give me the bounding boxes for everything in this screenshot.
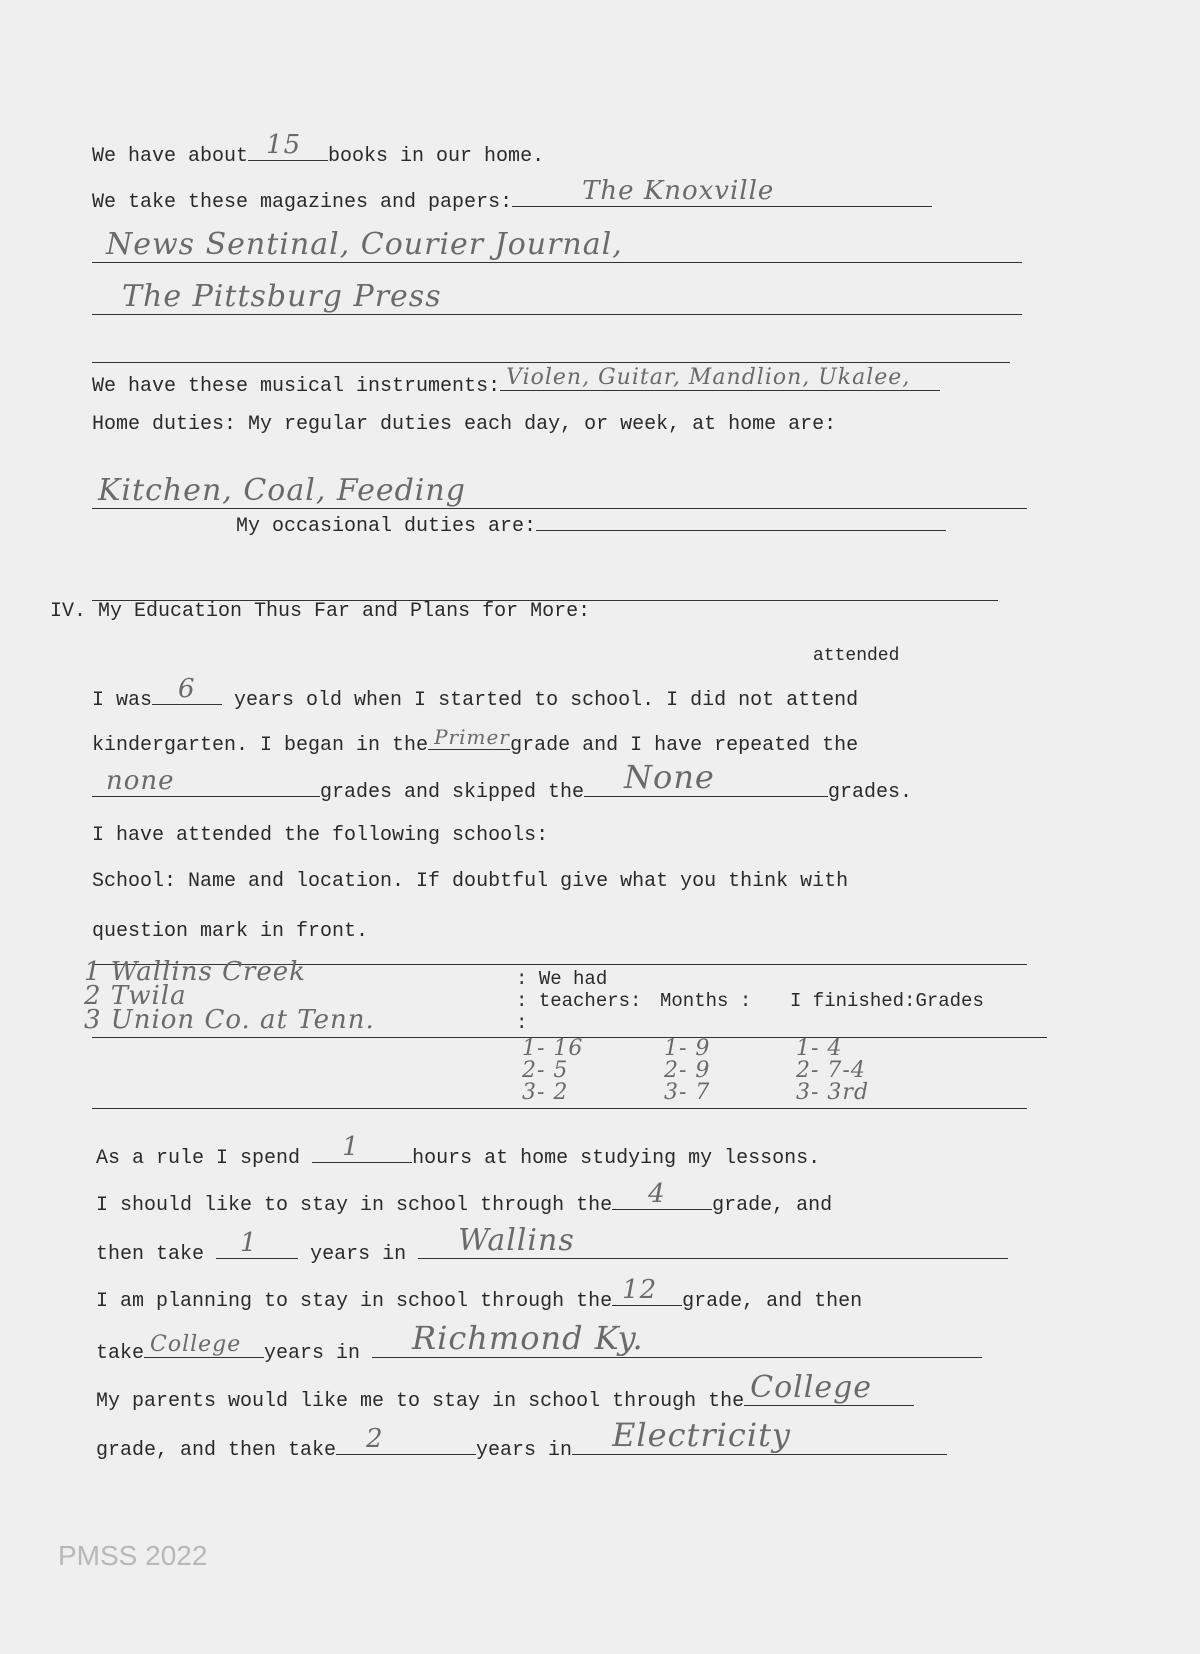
- duties-label: Home duties: My regular duties each day, or week, at home are:: [92, 413, 837, 436]
- education-line-4: I have attended the following schools:: [92, 824, 549, 847]
- label: grades and skipped the: [320, 781, 585, 804]
- label: years in: [310, 1243, 407, 1266]
- magazines-label: We take these magazines and papers:: [92, 191, 513, 214]
- section-heading: IV. My Education Thus Far and Plans for More:: [50, 600, 591, 623]
- cell: 1- 16: [522, 1036, 584, 1061]
- magazines-line-2: [92, 227, 1022, 263]
- hours-value: 1: [342, 1132, 360, 1162]
- header-text: teachers: [538, 990, 631, 1012]
- cell: 2- 5: [522, 1058, 569, 1083]
- cell: 1- 9: [664, 1036, 711, 1061]
- label: years old when I started to school. I did not attend: [234, 689, 859, 712]
- repeated-field: [92, 766, 320, 797]
- magazines-value: News Sentinal, Courier Journal,: [106, 227, 623, 262]
- magazines-line-4: [92, 332, 1010, 363]
- repeated-value: none: [106, 766, 175, 796]
- cell: 2- 7-4: [796, 1058, 866, 1083]
- plan-where-value: Richmond Ky.: [412, 1319, 644, 1357]
- school-name: 2 Twila: [84, 981, 187, 1011]
- occasional-label: My occasional duties are:: [236, 515, 537, 538]
- label: I am planning to stay in school through the: [96, 1290, 613, 1313]
- label: years in: [264, 1342, 361, 1365]
- cell: 1- 4: [796, 1036, 843, 1061]
- magazines-line-3: [92, 279, 1022, 315]
- like-where-field: [418, 1223, 1008, 1259]
- header-teachers: : We had : teachers: :: [516, 968, 642, 1034]
- like-grade-value: 4: [648, 1179, 666, 1209]
- plan-grade-value: 12: [622, 1275, 658, 1305]
- magazines-line: [92, 176, 932, 214]
- instruments-field: [500, 365, 940, 391]
- plans-line-5: [96, 1319, 982, 1365]
- label: grades.: [828, 781, 913, 804]
- plans-line-2: [96, 1179, 833, 1217]
- plans-line-3: [96, 1223, 1008, 1266]
- label: My parents would like me to stay in school through the: [96, 1390, 745, 1413]
- education-line-6: question mark in front.: [92, 920, 369, 943]
- hours-field: [312, 1132, 412, 1163]
- age-field: [152, 674, 222, 705]
- header-text: Grades: [915, 990, 984, 1012]
- header-months: Months :: [660, 990, 752, 1012]
- label: take: [96, 1342, 145, 1365]
- label: As a rule I spend: [96, 1147, 301, 1170]
- teachers-column: [522, 1038, 583, 1104]
- regular-duties-line: [92, 473, 1027, 509]
- skipped-value: None: [624, 758, 715, 796]
- plan-grade-field: [612, 1275, 682, 1306]
- label: I should like to stay in school through the: [96, 1194, 613, 1217]
- regular-duties-value: Kitchen, Coal, Feeding: [98, 473, 466, 508]
- plan-years-field: [144, 1332, 264, 1358]
- header-text: We had: [538, 968, 608, 990]
- plans-line-6: [96, 1370, 914, 1413]
- parent-grade-value: College: [750, 1370, 873, 1405]
- label: grade, and: [712, 1194, 833, 1217]
- label: grade and I have repeated the: [510, 734, 859, 757]
- cell: 3- 2: [522, 1080, 569, 1105]
- began-value: Primer: [434, 725, 510, 749]
- education-line-2: [92, 727, 858, 757]
- label: books in our home.: [328, 145, 545, 168]
- occasional-field: [536, 508, 946, 531]
- plans-line-1: [96, 1132, 821, 1170]
- table-bottom-rule: [92, 1108, 1027, 1109]
- school-name: 1 Wallins Creek: [84, 957, 306, 987]
- books-line: [92, 130, 545, 168]
- books-value: 15: [266, 130, 302, 160]
- education-line-5: School: Name and location. If doubtful give what you think with: [92, 870, 849, 893]
- header-text: Months: [660, 990, 729, 1012]
- plan-where-field: [372, 1319, 982, 1358]
- skipped-field: [584, 758, 828, 797]
- label: years in: [476, 1439, 573, 1462]
- inserted-word: attended: [813, 646, 900, 666]
- instruments-label: We have these musical instruments:: [92, 375, 501, 398]
- label: then take: [96, 1243, 205, 1266]
- school-names: [84, 957, 375, 1035]
- age-value: 6: [178, 674, 196, 704]
- header-finished: I finished:Grades: [790, 990, 984, 1012]
- label: I was: [92, 689, 153, 712]
- like-where-value: Wallins: [458, 1223, 575, 1258]
- parent-where-value: Electricity: [612, 1416, 791, 1454]
- education-line-1: [92, 674, 859, 712]
- parent-years-value: 2: [366, 1424, 384, 1454]
- instruments-value: Violen, Guitar, Mandlion, Ukalee,: [506, 365, 911, 390]
- finished-column: [796, 1038, 869, 1104]
- like-years-field: [216, 1228, 298, 1259]
- magazines-value: The Pittsburg Press: [122, 279, 442, 314]
- header-text: I finished: [790, 990, 905, 1012]
- like-grade-field: [612, 1179, 712, 1210]
- label: kindergarten. I began in the: [92, 734, 429, 757]
- began-field: [428, 727, 510, 750]
- parent-grade-field: [744, 1370, 914, 1406]
- plan-years-value: College: [150, 1332, 242, 1357]
- parent-where-field: [572, 1416, 947, 1455]
- cell: 2- 9: [664, 1058, 711, 1083]
- occasional-line-2: [92, 580, 998, 601]
- occasional-line: [236, 508, 946, 538]
- watermark: PMSS 2022: [58, 1540, 208, 1571]
- instruments-line: [92, 365, 940, 398]
- school-name: 3 Union Co. at Tenn.: [84, 1005, 375, 1035]
- plans-line-4: [96, 1275, 863, 1313]
- books-field: [248, 130, 328, 161]
- label: grade, and then take: [96, 1439, 337, 1462]
- cell: 3- 3rd: [796, 1080, 870, 1105]
- education-line-3: [92, 758, 913, 804]
- months-column: [664, 1038, 710, 1104]
- label: hours at home studying my lessons.: [412, 1147, 821, 1170]
- label: grade, and then: [682, 1290, 863, 1313]
- like-years-value: 1: [240, 1228, 258, 1258]
- plans-line-7: [96, 1416, 947, 1462]
- parent-years-field: [336, 1424, 476, 1455]
- magazines-value: The Knoxville: [582, 176, 775, 206]
- cell: 3- 7: [664, 1080, 711, 1105]
- magazines-field: [512, 176, 932, 207]
- label: We have about: [92, 145, 249, 168]
